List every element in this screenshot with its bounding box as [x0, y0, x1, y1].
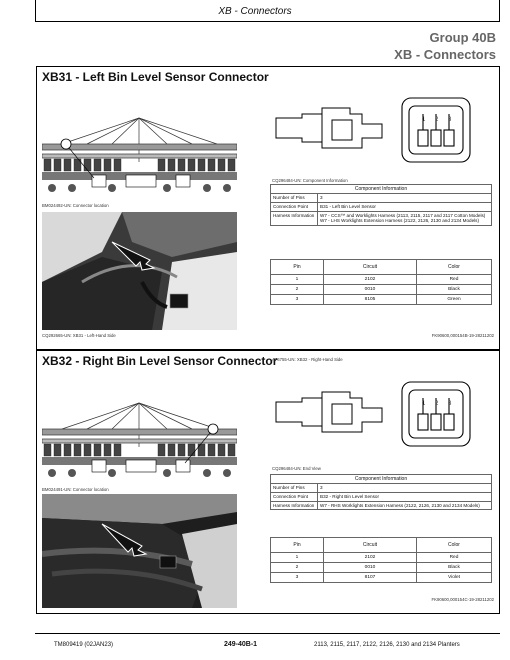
- xb32-connector-caption: CQ296484-UN: End View: [272, 466, 321, 471]
- table-row: [271, 211, 492, 225]
- footer-rule: [35, 633, 500, 634]
- table-row: [271, 573, 492, 583]
- xb31-photo-scene: [42, 212, 237, 330]
- xb32-planter-drawing: [42, 397, 237, 485]
- row-label: Number of Pins: [271, 484, 318, 493]
- table-row: [271, 194, 492, 203]
- xb32-photo: [42, 494, 237, 608]
- row-value: B31 - Left Bin Level Sensor: [318, 202, 492, 211]
- circuit-cell: 8105: [324, 295, 417, 305]
- row-label: Harness Information: [271, 501, 318, 510]
- table-row: [271, 285, 492, 295]
- row-value: W7 - RHS Worklights Extension Harness (2122, 2126, 2130 and 2134 Models): [318, 501, 492, 510]
- xb31-component-header: Component Information: [271, 185, 492, 194]
- pin-cell: 2: [271, 285, 324, 295]
- col-circuit-header: Circuit: [324, 260, 417, 275]
- footer-doc-id: TM809419 (02JAN23): [54, 642, 114, 648]
- pin-cell: 2: [271, 563, 324, 573]
- xb32-reference: FK90600,000154C-19-28211202: [431, 597, 494, 602]
- xb32-component-table: [270, 474, 492, 510]
- row-value: 3: [318, 194, 492, 203]
- table-row: [271, 202, 492, 211]
- xb32-circuit-table: [270, 537, 492, 583]
- running-title: XB - Connectors: [218, 6, 292, 17]
- xb31-circuit-table: [270, 259, 492, 305]
- col-pin-header: Pin: [271, 538, 324, 553]
- pin-cell: 3: [271, 295, 324, 305]
- col-color-header: Color: [417, 260, 492, 275]
- table-header-row: [271, 538, 492, 553]
- col-circuit-header: Circuit: [324, 538, 417, 553]
- color-cell: Red: [417, 275, 492, 285]
- circuit-cell: 0010: [324, 563, 417, 573]
- circuit-cell: 2102: [324, 553, 417, 563]
- xb31-component-table: [270, 184, 492, 226]
- xb32-machine-caption: BM024491-UN: Connector location: [42, 487, 109, 492]
- col-color-header: Color: [417, 538, 492, 553]
- header-bottom-rule: [35, 21, 500, 22]
- xb32-pin-label-3: 3: [448, 401, 452, 407]
- row-label: Harness Information: [271, 211, 318, 225]
- xb32-pin-label-2: 2: [435, 401, 439, 407]
- table-row: [271, 501, 492, 510]
- row-label: Number of Pins: [271, 194, 318, 203]
- table-header-row: [271, 260, 492, 275]
- xb31-photo: [42, 212, 237, 330]
- footer-models: 2113, 2115, 2117, 2122, 2126, 2130 and 2134 Planters: [314, 642, 460, 648]
- col-pin-header: Pin: [271, 260, 324, 275]
- footer-page-number: 249-40B-1: [224, 641, 258, 648]
- row-value: W7 - CCS™ and Worklights Harness (2113, 2115, 2117 and 2117 Cotton Models) W7 - LHS Worklights Extension Harness (2122, 2126, 2130 and 2134 Models): [318, 211, 492, 225]
- color-cell: Red: [417, 553, 492, 563]
- xb32-component-header: Component Information: [271, 475, 492, 484]
- section-title: XB - Connectors: [394, 47, 496, 62]
- table-row: [271, 295, 492, 305]
- xb31-pin-label-1: 1: [422, 117, 426, 123]
- xb32-pin-label-1: 1: [422, 401, 426, 407]
- xb31-title: XB31 - Left Bin Level Sensor Connector: [42, 70, 269, 84]
- row-value: B32 - Right Bin Level Sensor: [318, 492, 492, 501]
- color-cell: Black: [417, 285, 492, 295]
- xb31-connector-diagram: [272, 94, 490, 174]
- row-label: Connection Point: [271, 492, 318, 501]
- xb32-top-caption: A76755-UN: XB32 - Right-Hand Side: [272, 357, 343, 362]
- xb31-machine-caption: BM024492-UN: Connector location: [42, 203, 109, 208]
- color-cell: Violet: [417, 573, 492, 583]
- pin-cell: 1: [271, 275, 324, 285]
- xb32-title: XB32 - Right Bin Level Sensor Connector: [42, 354, 278, 368]
- xb31-pin-label-2: 2: [435, 117, 439, 123]
- pin-cell: 1: [271, 553, 324, 563]
- row-label: Connection Point: [271, 202, 318, 211]
- table-row: [271, 484, 492, 493]
- table-row: [271, 275, 492, 285]
- circuit-cell: 0010: [324, 285, 417, 295]
- xb32-photo-scene: [42, 494, 237, 608]
- table-row: [271, 563, 492, 573]
- group-title: Group 40B: [429, 30, 496, 45]
- xb31-pin-label-3: 3: [448, 117, 452, 123]
- circuit-cell: 2102: [324, 275, 417, 285]
- table-row: [271, 553, 492, 563]
- xb31-photo-caption: CQ292665-UN: XB31 - Left-Hand Side: [42, 333, 116, 338]
- color-cell: Black: [417, 563, 492, 573]
- circuit-cell: 8107: [324, 573, 417, 583]
- xb31-reference: FK90600,000154B-19-28211202: [431, 333, 494, 338]
- color-cell: Green: [417, 295, 492, 305]
- pin-cell: 3: [271, 573, 324, 583]
- table-row: [271, 492, 492, 501]
- xb31-connector-caption: CQ296484-UN: Component Information: [272, 178, 348, 183]
- xb32-connector-diagram: [272, 378, 490, 458]
- xb31-planter-drawing: [42, 112, 237, 200]
- row-value: 3: [318, 484, 492, 493]
